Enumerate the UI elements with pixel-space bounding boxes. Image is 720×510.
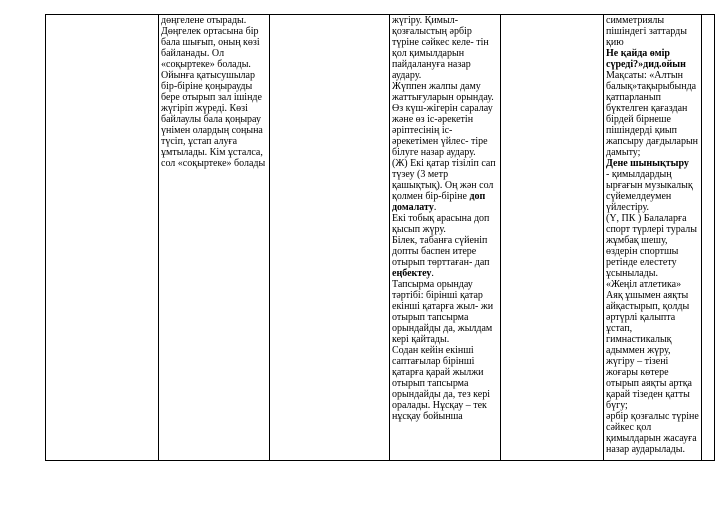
cell-paragraph: Мақсаты: «Алтын балық»тақырыбында қатпарланып бүктелген қағаздан бірдей бірнеше пішіндерді қиып жапсыру дағдыларын дамыту; [606,70,699,158]
cell-paragraph: Дөңгелек ортасына бір бала шығып, оның көзі байланады. Ол «соқыртеке» болады. [161,26,260,70]
table-cell-col-3 [270,15,390,461]
table-cell-col-7 [702,15,715,461]
cell-paragraph [392,158,498,213]
cell-heading: Не қайда өмір сүреді?»дид.ойын [606,48,686,70]
cell-text: . [433,202,437,213]
cell-paragraph: Содан кейін екінші саптағылар бірінші қатарға қарай жылжи отырып тапсырма орындайды да, тез кері оралады. Нұсқау – тек нұсқау бойынша [392,345,490,422]
table-cell-col-6 [604,15,702,461]
cell-text: (Ж) Екі қатар тізіліп сап түзеу (3 метр қашықтық). Оң жән сол қолмен бір-біріне [392,158,496,202]
table-cell-col-4 [390,15,501,461]
table-cell-col-1 [46,15,159,461]
cell-paragraph: дөңгелене отырады. [161,15,247,26]
cell-text-bold: еңбектеу [392,268,432,279]
table-cell-col-5 [501,15,604,461]
table-cell-col-2 [159,15,270,461]
cell-text-bold: доп домалату [392,191,486,213]
schedule-table [45,14,715,461]
cell-paragraph: Екі тобық арасына доп қысып жүру. [392,213,490,235]
cell-heading: Дене шынықтыру [606,158,689,169]
cell-paragraph: симметриялы пішіндегі заттарды қию [606,15,687,48]
cell-text: . [431,268,434,279]
cell-paragraph: - қимылдардың ырғағын музыкалық сүйемелдеумен үйлестіру. [606,169,693,213]
cell-paragraph: (Ү, ПК ) Балаларға спорт түрлері туралы жұмбақ шешу, өздерін спортшы ретінде елестету ұсынылады. [606,213,697,279]
cell-paragraph: Тапсырма орындау тәртібі: бірінші қатар екінші қатарға жыл- жи отырып тапсырма орындайды да, жылдам кері қайтады. [392,279,494,345]
cell-paragraph: әрбір қозғалыс түріне сәйкес қол қимылдарын жасауға назар аударылады. [606,411,699,455]
cell-paragraph [392,235,498,279]
table-row [46,15,715,461]
cell-paragraph: Аяқ ұшымен аяқты айқастырып, қолды әртүрлі қалыпта ұстап, гимнастикалық адыммен жүру, жүгіру – тізені жоғары көтере отырып аяқты артқа қарай тізеден қатты бүгу; [606,290,692,411]
cell-paragraph: Өз күш-жігерін саралау және өз іс-әрекетін әріптесінің іс-әрекетімен үйлес- тіре білуге назар аудару. [392,103,493,158]
cell-text: Білек, табанға сүйеніп допты баспен итере отырып төрттаған- дап [392,235,490,268]
cell-paragraph: Ойынға қатысушылар бір-біріне қоңырауды бере отырып зал ішінде жүгіріп жүреді. Көзі байлаулы бала қоңырау үнімен олардың соңына түсіп, ұстап алуға ұмтылады. Кім ұсталса, сол «соқыртеке» болады [161,70,266,169]
cell-paragraph: «Жеңіл атлетика» [606,279,682,290]
cell-paragraph: Жүппен жалпы даму жаттығуларын орындау. [392,81,494,103]
cell-paragraph: жүгіру. Қимыл-қозғалыстың әрбір түріне сәйкес келе- тін қол қимылдарын пайдалануға назар аудару. [392,15,489,81]
